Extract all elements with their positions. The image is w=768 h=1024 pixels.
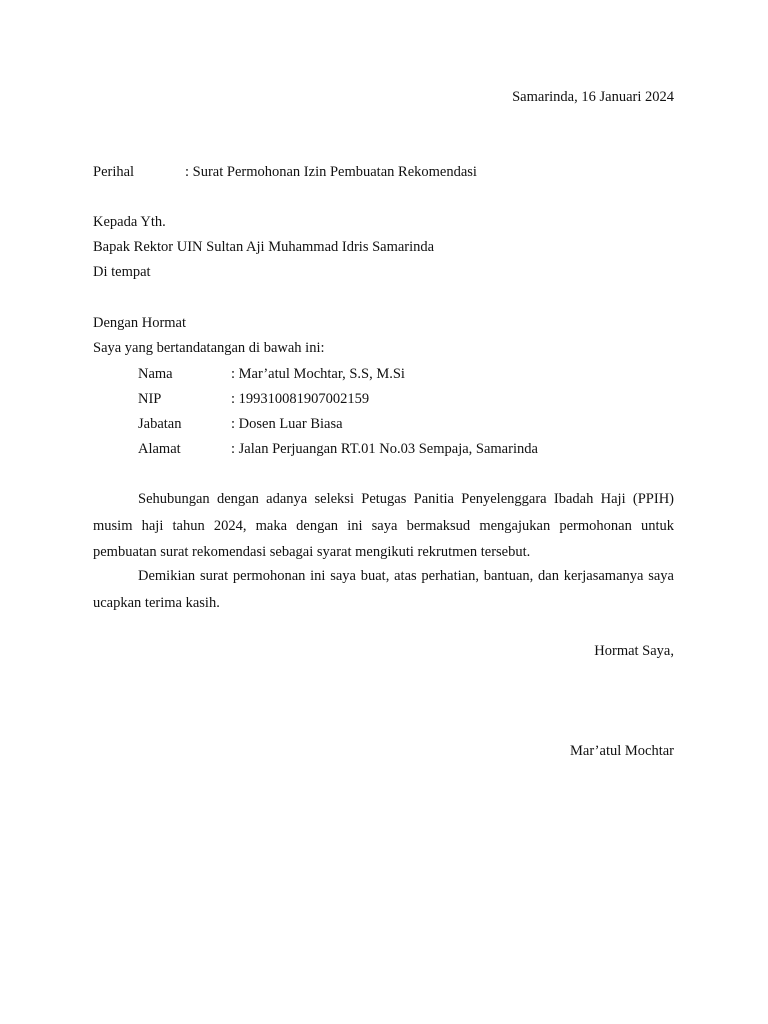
signatory-name: Mar’atul Mochtar <box>569 743 674 759</box>
field-value-name: : Mar’atul Mochtar, S.S, M.Si <box>231 366 405 382</box>
field-label-address: Alamat <box>138 441 181 457</box>
field-label-nip: NIP <box>138 391 162 407</box>
greeting: Dengan Hormat <box>93 315 187 331</box>
recipient-line-2: Bapak Rektor UIN Sultan Aji Muhammad Idris Samarinda <box>93 239 435 255</box>
recipient-line-1: Kepada Yth. <box>93 214 166 230</box>
field-value-position: : Dosen Luar Biasa <box>231 416 343 432</box>
closing-salutation: Hormat Saya, <box>594 643 674 659</box>
field-value-nip: : 199310081907002159 <box>231 391 370 407</box>
body-paragraph-1: Sehubungan dengan adanya seleksi Petugas Panitia Penyelenggara Ibadah Haji (PPIH) musim haji tahun 2024, maka dengan ini saya bermaksud mengajukan permohonan untuk pembuatan surat rekomendasi sebagai syarat mengikuti rekrutmen tersebut. <box>93 491 674 560</box>
letter-date: Samarinda, 16 Januari 2024 <box>512 89 674 105</box>
body-paragraph-2: Demikian surat permohonan ini saya buat, atas perhatian, bantuan, dan kerjasamanya saya ucapkan terima kasih. <box>93 568 674 611</box>
field-label-name: Nama <box>138 366 173 382</box>
subject-value: : Surat Permohonan Izin Pembuatan Rekomendasi <box>185 164 477 180</box>
field-label-position: Jabatan <box>138 416 182 432</box>
field-value-address: : Jalan Perjuangan RT.01 No.03 Sempaja, Samarinda <box>231 441 538 457</box>
intro-text: Saya yang bertandatangan di bawah ini: <box>93 340 325 356</box>
subject-label: Perihal <box>93 164 135 180</box>
recipient-line-3: Di tempat <box>93 264 151 280</box>
